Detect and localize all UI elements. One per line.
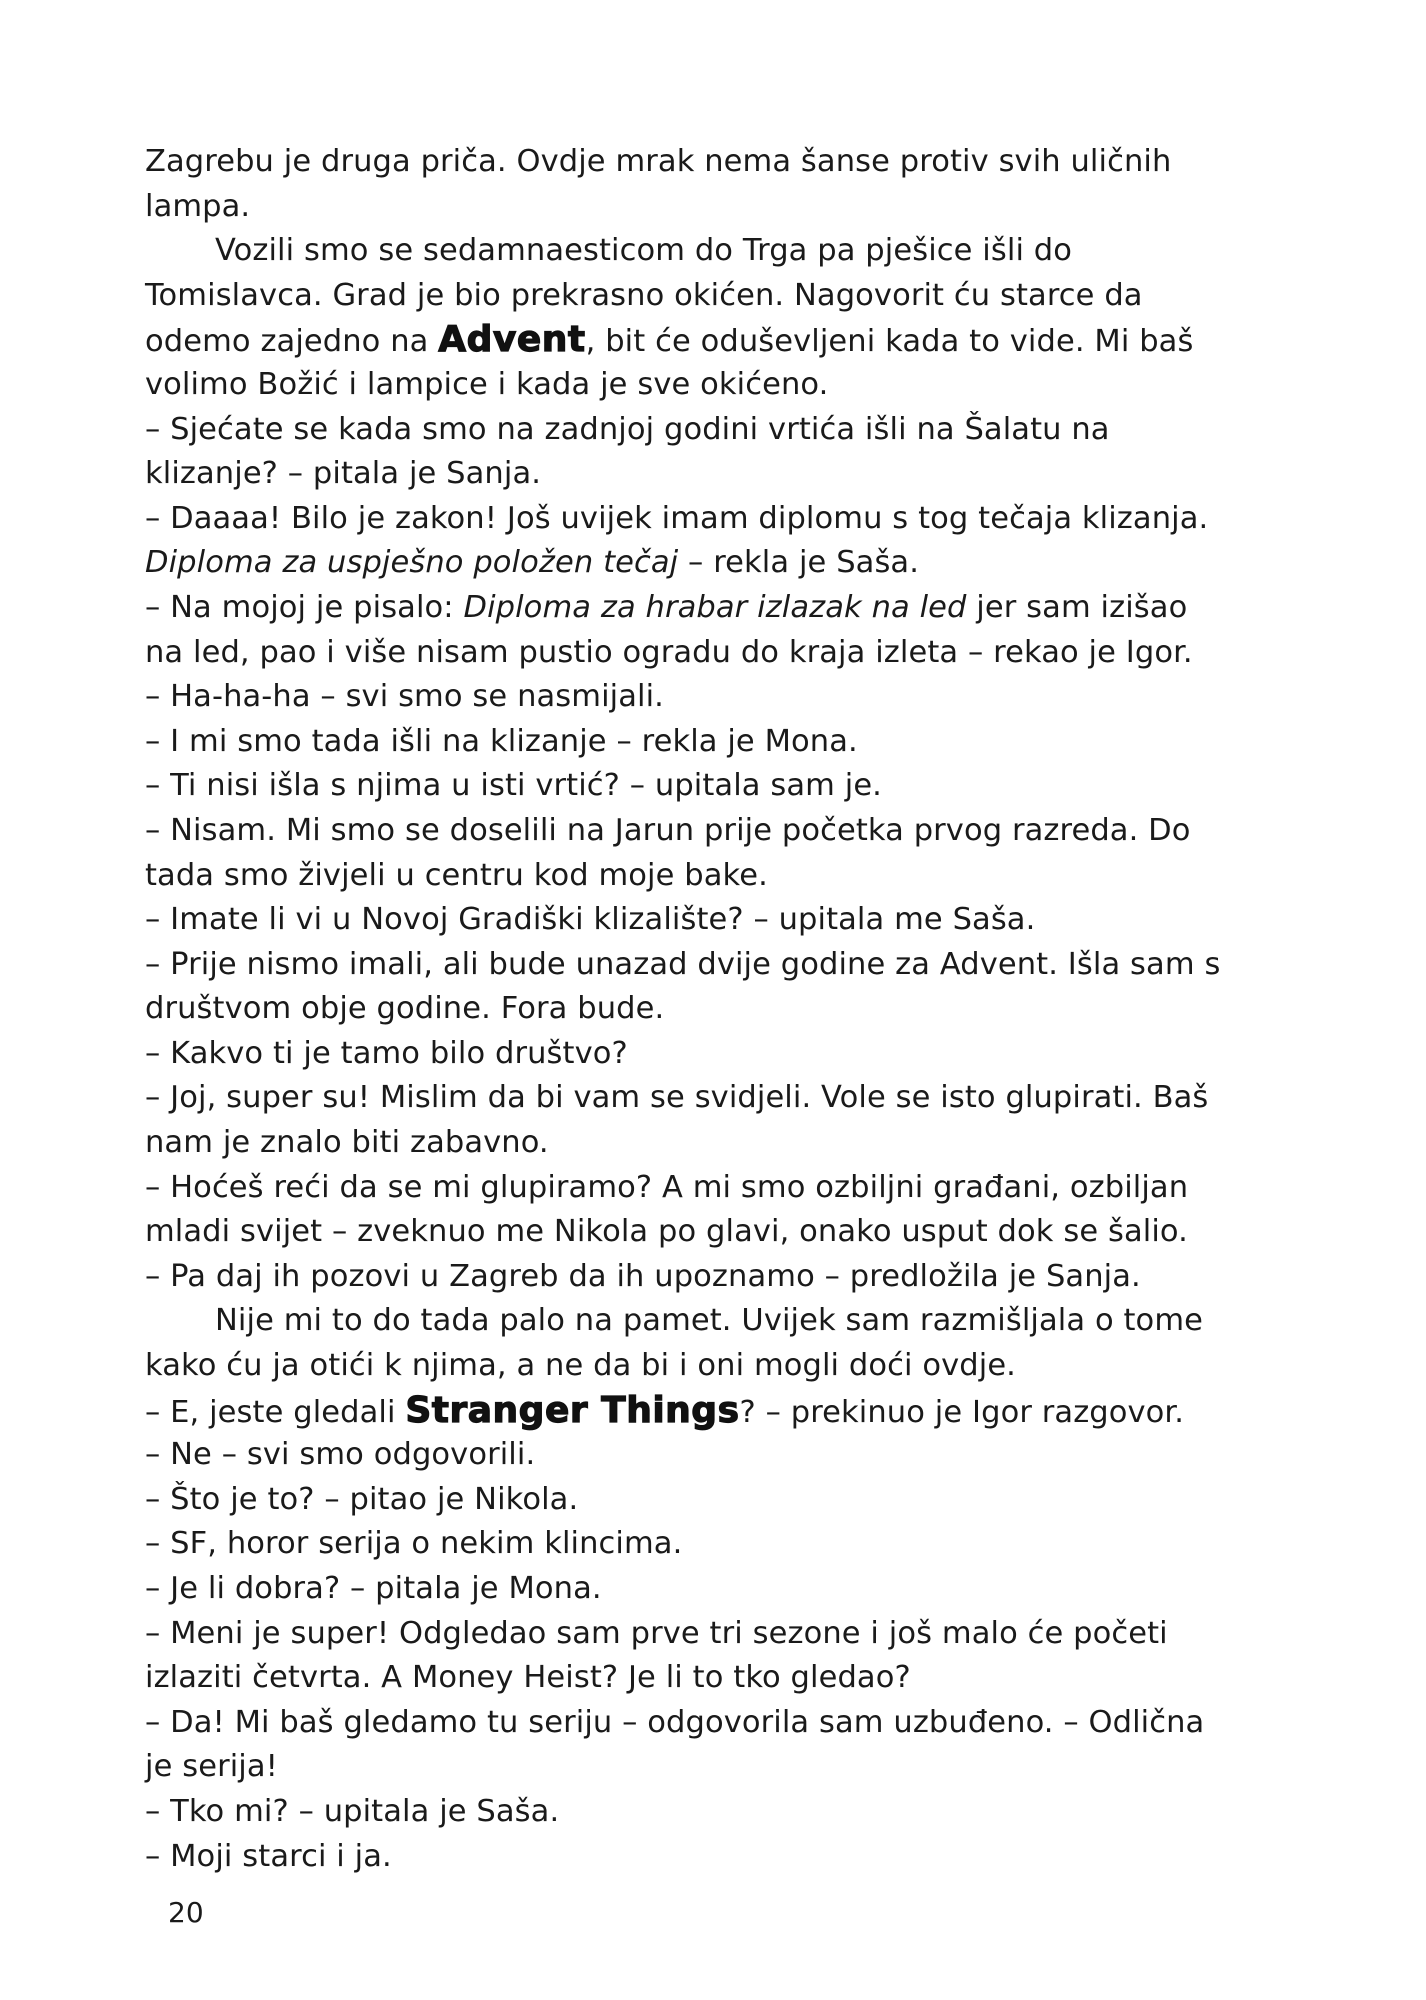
text-line: – Ti nisi išla s njima u isti vrtić? – upitala sam je. xyxy=(145,768,882,804)
text-line: – Da! Mi baš gledamo tu seriju – odgovorila sam uzbuđeno. – Odlična xyxy=(145,1704,1205,1740)
text-span: – rekla je Saša. xyxy=(678,545,920,581)
text-line: društvom obje godine. Fora bude. xyxy=(145,991,665,1027)
text-span: jer sam izišao xyxy=(966,589,1188,625)
page-number: 20 xyxy=(168,1896,204,1929)
text-line: – Prije nismo imali, ali bude unazad dvije godine za Advent. Išla sam s xyxy=(145,946,1221,982)
italic-title: Diploma za uspješno položen tečaj xyxy=(145,545,679,581)
text-line: mladi svijet – zveknuo me Nikola po glavi, onako usput dok se šalio. xyxy=(145,1214,1188,1250)
text-line: – Nisam. Mi smo se doselili na Jarun prije početka prvog razreda. Do xyxy=(145,812,1191,848)
text-line: Zagrebu je druga priča. Ovdje mrak nema šanse protiv svih uličnih xyxy=(145,144,1172,179)
stranger-things-display-text: Stranger Things xyxy=(405,1389,740,1431)
italic-title: Diploma za hrabar izlazak na led xyxy=(463,589,967,625)
text-line: – Moji starci i ja. xyxy=(145,1838,392,1874)
text-line: na led, pao i više nisam pustio ogradu do kraja izleta – rekao je Igor. xyxy=(145,634,1193,670)
text-line: kako ću ja otići k njima, a ne da bi i oni mogli doći ovdje. xyxy=(145,1348,1016,1384)
text-span: ? – prekinuo je Igor razgovor. xyxy=(739,1394,1185,1430)
text-line: – Kakvo ti je tamo bilo društvo? xyxy=(145,1035,628,1071)
text-line: lampa. xyxy=(145,188,251,224)
text-line: – Joj, super su! Mislim da bi vam se svidjeli. Vole se isto glupirati. Baš xyxy=(145,1080,1209,1116)
text-span: – Na mojoj je pisalo: xyxy=(145,589,464,625)
text-line: – Imate li vi u Novoj Gradiški klizalište? – upitala me Saša. xyxy=(145,902,1036,938)
text-line: – Što je to? – pitao je Nikola. xyxy=(145,1481,579,1517)
text-line: je serija! xyxy=(145,1749,278,1785)
text-line xyxy=(145,586,1305,631)
text-line: – Sjećate se kada smo na zadnjoj godini vrtića išli na Šalatu na xyxy=(145,411,1110,447)
text-line: – Hoćeš reći da se mi glupiramo? A mi smo ozbiljni građani, ozbiljan xyxy=(145,1169,1189,1205)
text-line: nam je znalo biti zabavno. xyxy=(145,1125,549,1161)
text-line: Nije mi to do tada palo na pamet. Uvijek sam razmišljala o tome xyxy=(215,1303,1203,1339)
text-line: – Je li dobra? – pitala je Mona. xyxy=(145,1571,602,1606)
text-line: Vozili smo se sedamnaesticom do Trga pa pješice išli do xyxy=(215,233,1073,269)
text-line: – Pa daj ih pozovi u Zagreb da ih upoznamo – predložila je Sanja. xyxy=(145,1258,1141,1294)
text-line: volimo Božić i lampice i kada je sve okićeno. xyxy=(145,366,829,402)
text-span: odemo zajedno na xyxy=(145,324,439,360)
text-line: – Daaaa! Bilo je zakon! Još uvijek imam diplomu s tog tečaja klizanja. xyxy=(145,500,1209,536)
text-line: tada smo živjeli u centru kod moje bake. xyxy=(145,857,768,893)
text-line: – Ha-ha-ha – svi smo se nasmijali. xyxy=(145,679,664,715)
text-line: – I mi smo tada išli na klizanje – rekla je Mona. xyxy=(145,723,858,759)
text-line xyxy=(145,1389,1305,1434)
text-line: izlaziti četvrta. A Money Heist? Je li to tko gledao? xyxy=(145,1660,911,1696)
text-line: klizanje? – pitala je Sanja. xyxy=(145,456,542,492)
page-text xyxy=(145,140,1305,1879)
text-line xyxy=(145,318,1305,363)
text-span: , bit će oduševljeni kada to vide. Mi baš xyxy=(585,324,1194,360)
text-line: – SF, horor serija o nekim klincima. xyxy=(145,1526,683,1562)
text-line xyxy=(145,541,1305,586)
text-line: – Tko mi? – upitala je Saša. xyxy=(145,1793,560,1829)
text-line: – Meni je super! Odgledao sam prve tri sezone i još malo će početi xyxy=(145,1615,1168,1651)
text-line: Tomislavca. Grad je bio prekrasno okićen. Nagovorit ću starce da xyxy=(145,277,1143,313)
text-span: – E, jeste gledali xyxy=(145,1394,406,1430)
advent-display-text: Advent xyxy=(438,319,586,361)
text-line: – Ne – svi smo odgovorili. xyxy=(145,1437,536,1473)
